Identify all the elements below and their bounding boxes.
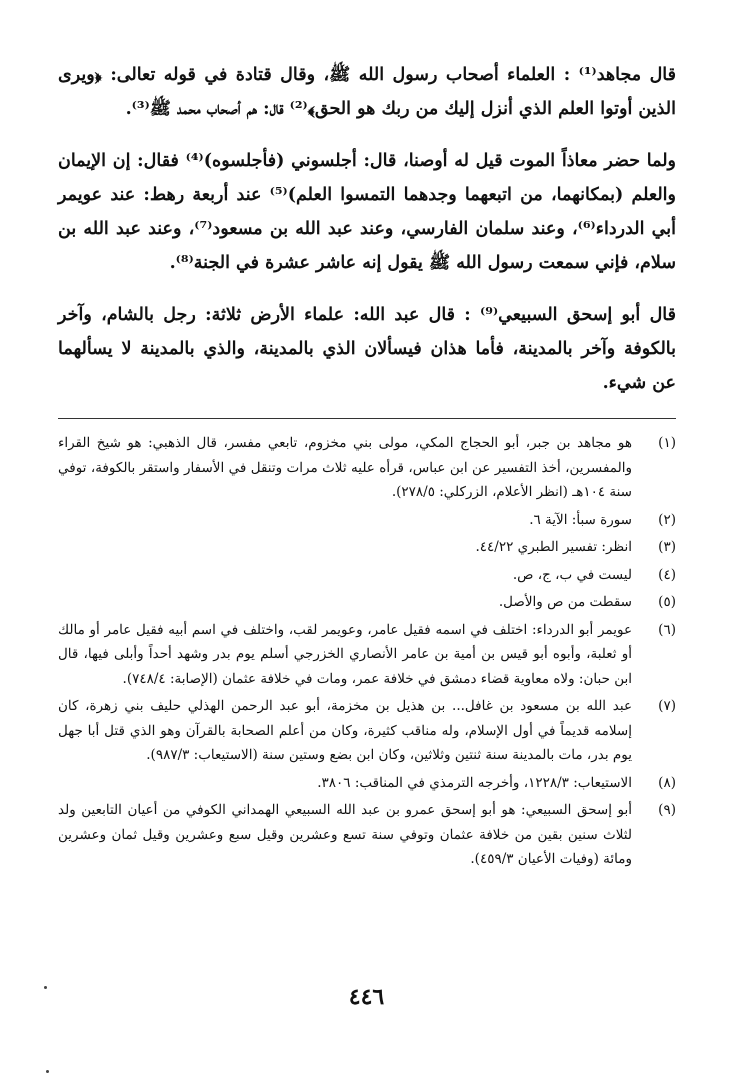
footnotes bbox=[58, 431, 676, 872]
footnote-number: (٨) bbox=[658, 774, 676, 791]
footnote-number: (٩) bbox=[658, 802, 676, 818]
footnote-6 bbox=[58, 618, 676, 692]
main-text bbox=[58, 58, 676, 400]
footnote-number: (١) bbox=[658, 435, 676, 451]
footnote-number: (٦) bbox=[658, 621, 676, 638]
footnote-4 bbox=[58, 563, 676, 588]
page-number: ٤٤٦ bbox=[348, 984, 385, 1010]
footnote-text: سورة سبأ: الآية ٦. bbox=[529, 511, 632, 528]
footnote-text: عبد الله بن مسعود بن غافل... بن هذيل بن مخزمة، أبو عبد الرحمن الهذلي حليف بني زهرة، كان إسلامه قديماً في أول الإسلام، وله مناقب كثيرة، وكان من أعلم الصحابة بالقرآن وهو الذي قتل أبا جهل يوم بدر، مات بالمدينة سنة ثنتين وثلاثين، وكان ابن بضع وستين سنة (الاستيعاب: ٩٨٧/٣). bbox=[58, 698, 632, 763]
footnote-text: ليست في ب، ج، ص. bbox=[512, 566, 632, 583]
footnote-text: هو مجاهد بن جبر، أبو الحجاج المكي، مولى بني مخزوم، تابعي مفسر، قال الذهبي: هو شيخ القراء والمفسرين، أخذ التفسير عن ابن عباس، قرأه عليه ثلاث مرات وتنقل في الأسفار واستقر بالكوفة، توفي سنة ١٠٤هـ (انظر الأعلام، الزركلي: ٢٧٨/٥). bbox=[58, 435, 632, 500]
footnote-8 bbox=[58, 771, 676, 796]
footnote-text: الاستيعاب: ١٢٢٨/٣، وأخرجه الترمذي في المناقب: ٣٨٠٦. bbox=[317, 774, 632, 791]
scan-speck bbox=[46, 1070, 49, 1073]
footnote-text: أبو إسحق السبيعي: هو أبو إسحق عمرو بن عبد الله السبيعي الهمداني الكوفي من أعيان التابعين ولد لثلاث سنين بقين من خلافة عثمان وتوفي سنة تسع وعشرين وقيل سبع وعشرين وقيل ثمان وعشرين ومائة (وفيات الأعيان ٤٥٩/٣). bbox=[58, 802, 632, 867]
footnote-3 bbox=[58, 535, 676, 560]
paragraph-2: ولما حضر معاذاً الموت قيل له أوصنا، قال: أجلسوني (فأجلسوه)⁽⁴⁾ فقال: إن الإيمان والعلم (بمكانهما، من اتبعهما وجدهما التمسوا العلم)⁽⁵⁾ عند أربعة رهط: عند عويمر أبي الدرداء⁽⁶⁾، وعند سلمان الفارسي، وعند عبد الله بن مسعود⁽⁷⁾، وعند عبد الله بن سلام، فإني سمعت رسول الله ﷺ يقول إنه عاشر عشرة في الجنة⁽⁸⁾. bbox=[58, 151, 677, 273]
footnote-text: سقطت من ص والأصل. bbox=[498, 594, 632, 610]
footnote-2 bbox=[58, 508, 676, 533]
book-page bbox=[58, 58, 676, 875]
paragraph-3: قال أبو إسحق السبيعي⁽⁹⁾ : قال عبد الله: علماء الأرض ثلاثة: رجل بالشام، وآخر بالكوفة وآخر بالمدينة، فأما هذان فيسألان الذي بالمدينة، والذي بالمدينة لا يسألهما عن شيء. bbox=[58, 305, 676, 393]
footnote-divider bbox=[58, 418, 676, 419]
footnote-5 bbox=[58, 590, 676, 615]
footnote-7 bbox=[58, 694, 676, 768]
footnote-text: عويمر أبو الدرداء: اختلف في اسمه فقيل عامر، وعويمر لقب، واختلف في اسم أبيه فقيل عامر أو مالك أو ثعلبة، وأبوه أبو قيس بن أمية بن عامر الأنصاري الخزرجي أسلم يوم بدر وشهد أحداً وأبلى فيها، قال ابن حبان: ولاه معاوية قضاء دمشق في خلافة عمر، ومات في خلافة عثمان (الإصابة: ٧٤٨/٤). bbox=[58, 621, 632, 687]
footnote-number: (٤) bbox=[658, 566, 676, 583]
footnote-number: (٣) bbox=[658, 539, 676, 555]
footnote-text: انظر: تفسير الطبري ٤٤/٢٢. bbox=[475, 539, 632, 555]
scan-speck bbox=[44, 986, 47, 989]
footnote-9 bbox=[58, 798, 676, 872]
footnote-number: (٢) bbox=[658, 511, 676, 528]
footnote-number: (٧) bbox=[658, 698, 676, 714]
paragraph-1: قال مجاهد⁽¹⁾ : العلماء أصحاب رسول الله ﷺ، وقال قتادة في قوله تعالى: ﴿ويرى الذين أوتوا العلم الذي أنزل إليك من ربك هو الحق﴾⁽²⁾ قال: هم أصحاب محمد ﷺ⁽³⁾. bbox=[58, 65, 676, 119]
footnote-number: (٥) bbox=[658, 594, 676, 610]
footnote-1 bbox=[58, 431, 676, 505]
